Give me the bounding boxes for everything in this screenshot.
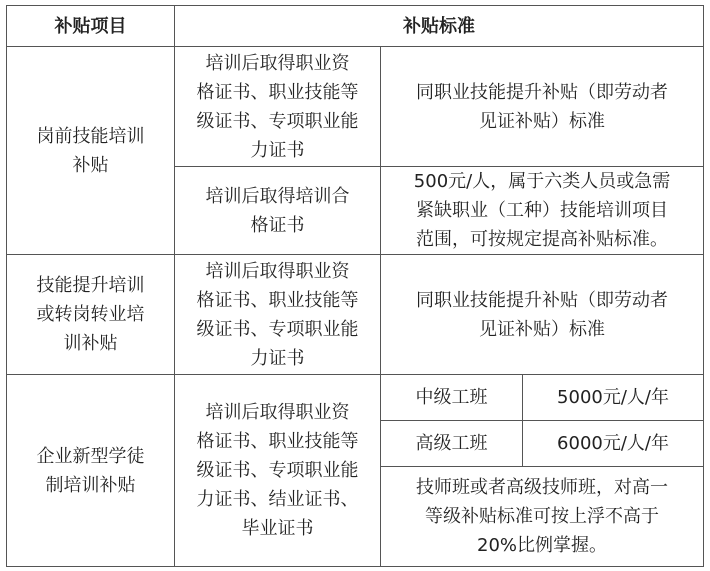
- subsidy-item-cell: 岗前技能培训 补贴: [7, 47, 175, 255]
- standard-cell: 同职业技能提升补贴（即劳动者 见证补贴）标准: [381, 47, 704, 167]
- note-cell: 技师班或者高级技师班，对高一 等级补贴标准可按上浮不高于 20%比例掌握。: [381, 467, 704, 567]
- certificate-condition-cell: 培训后取得职业资 格证书、职业技能等 级证书、专项职业能 力证书: [175, 47, 381, 167]
- class-amount-cell: 6000元/人/年: [523, 421, 704, 467]
- table-row: [7, 375, 704, 421]
- table-header-row: [7, 6, 704, 47]
- certificate-condition-cell: 培训后取得职业资 格证书、职业技能等 级证书、专项职业能 力证书、结业证书、 毕业证书: [175, 375, 381, 567]
- header-subsidy-standard: 补贴标准: [175, 6, 704, 47]
- subsidy-table: [6, 5, 704, 567]
- table-row: [7, 255, 704, 375]
- subsidy-item-cell: 技能提升培训 或转岗转业培 训补贴: [7, 255, 175, 375]
- standard-cell: 同职业技能提升补贴（即劳动者 见证补贴）标准: [381, 255, 704, 375]
- subsidy-item-cell: 企业新型学徒 制培训补贴: [7, 375, 175, 567]
- certificate-condition-cell: 培训后取得职业资 格证书、职业技能等 级证书、专项职业能 力证书: [175, 255, 381, 375]
- table-row: [7, 47, 704, 167]
- class-amount-cell: 5000元/人/年: [523, 375, 704, 421]
- certificate-condition-cell: 培训后取得培训合 格证书: [175, 167, 381, 255]
- class-name-cell: 中级工班: [381, 375, 523, 421]
- class-name-cell: 高级工班: [381, 421, 523, 467]
- standard-cell: 500元/人，属于六类人员或急需 紧缺职业（工种）技能培训项目 范围，可按规定提高补贴标准。: [381, 167, 704, 255]
- header-subsidy-item: 补贴项目: [7, 6, 175, 47]
